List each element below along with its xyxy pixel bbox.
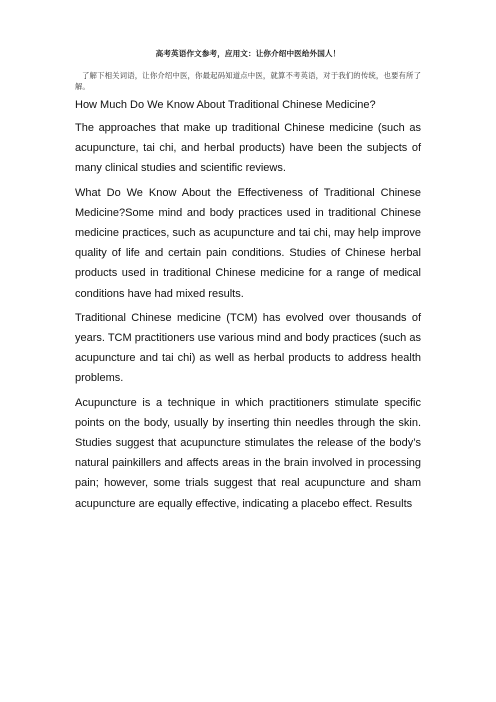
intro-paragraph: 了解下相关词语，让你介绍中医，你最起码知道点中医，就算不考英语，对于我们的传统，也要有所了解。 [75, 71, 421, 91]
article-heading: How Much Do We Know About Traditional Chinese Medicine? [75, 99, 376, 111]
paragraph-4: Acupuncture is a technique in which practitioners stimulate specific points on the body, usually by inserting thin needles through the skin. Studies suggest that acupuncture stimulates the release of the body’s natural painkillers and affects areas in the brain involved in processing pain; however, some trials suggest that real acupuncture and sham acupuncture are equally effective, indicating a placebo effect. Results [75, 396, 421, 510]
document-body [75, 48, 421, 518]
document-title: 高考英语作文参考，应用文：让你介绍中医给外国人！ [155, 49, 341, 58]
paragraph-2: What Do We Know About the Effectiveness of Traditional Chinese Medicine?Some mind and body practices used in traditional Chinese medicine practices, such as acupuncture and tai chi, may help improve quality of life and certain pain conditions. Studies of Chinese herbal products used in traditional Chinese medicine for a range of medical conditions have had mixed results. [75, 186, 421, 300]
paragraph-3: Traditional Chinese medicine (TCM) has evolved over thousands of years. TCM practitioners use various mind and body practices (such as acupuncture and tai chi) as well as herbal products to address health problems. [75, 311, 421, 385]
paragraph-1: The approaches that make up traditional Chinese medicine (such as acupuncture, tai chi, and herbal products) have been the subjects of many clinical studies and scientific reviews. [75, 122, 421, 175]
